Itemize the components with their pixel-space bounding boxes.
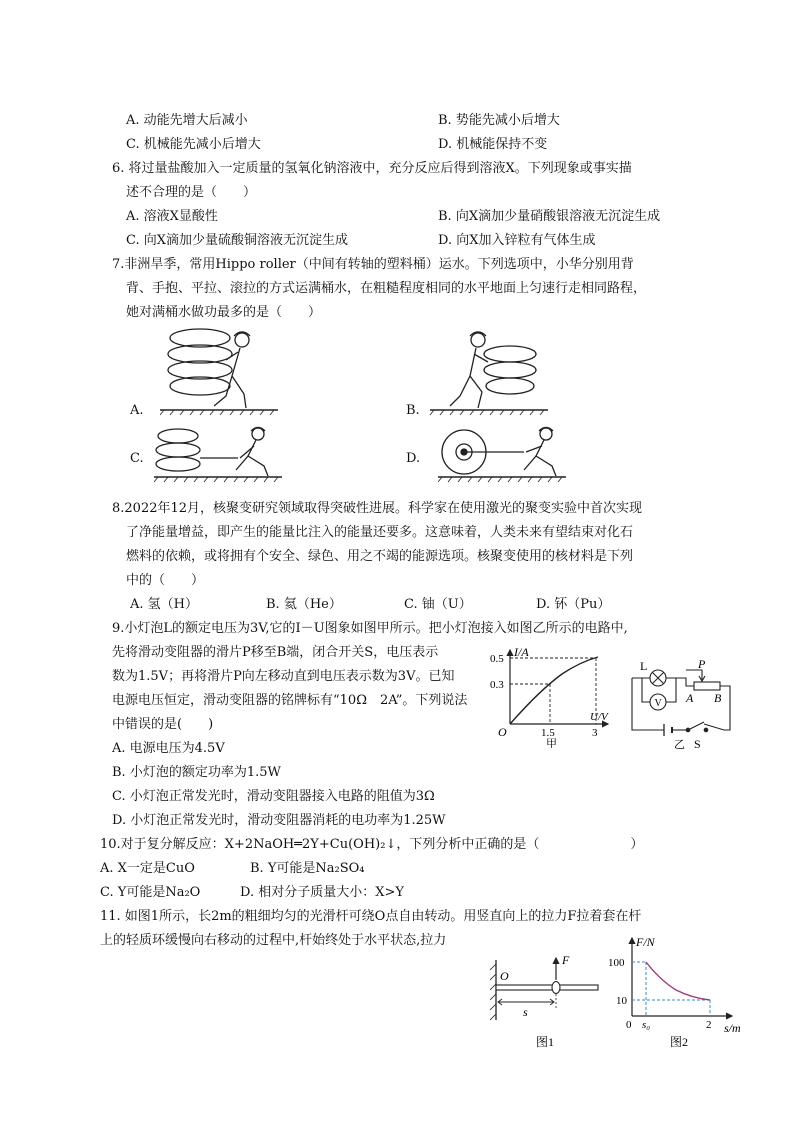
q7-stem-line3: 她对满桶水做功最多的是（ ） [126, 305, 322, 320]
q9-stem-line1: 9.小灯泡L的额定电压为3V,它的I－U图象如图甲所示。把小灯泡接入如图乙所示的电路中, [112, 621, 628, 636]
circuit-label-s: S [694, 737, 701, 750]
q8-option-a: A. 氢（H） [130, 597, 198, 612]
q9-stem-line5: 中错误的是( ) [112, 717, 214, 732]
q8-option-b: B. 氦（He） [266, 597, 342, 612]
q11-figure2-f-s-graph [604, 932, 754, 1052]
q10-option-a: A. X一定是CuO [100, 861, 195, 876]
q6-option-d: D. 向X加入锌粒有气体生成 [438, 233, 596, 248]
fig2-ytick-10: 10 [616, 995, 627, 1007]
q6-stem-line1: 6. 将过量盐酸加入一定质量的氢氧化钠溶液中，充分反应后得到溶液X。下列现象或事实描 [112, 161, 632, 176]
q9-stem-line4: 电源电压恒定，滑动变阻器的铭牌标有“10Ω 2A”。下列说法 [112, 693, 468, 708]
graph-ytick-0-3: 0.3 [490, 679, 504, 691]
f-s-curve [646, 962, 710, 1000]
q7-option-c-label: C. [130, 451, 144, 466]
q9-circuit-diagram [624, 656, 736, 750]
q6-option-c: C. 向X滴加少量硫酸铜溶液无沉淀生成 [126, 233, 349, 248]
q5-option-b: B. 势能先减小后增大 [438, 113, 560, 128]
lever-ring [552, 982, 560, 994]
q5-option-c: C. 机械能先减小后增大 [126, 137, 261, 152]
graph-xlabel: U/V [590, 711, 608, 723]
q11-stem-line2: 上的轻质环缓慢向右移动的过程中,杆始终处于水平状态,拉力 [100, 933, 447, 948]
fig2-xtick-2: 2 [706, 1019, 712, 1031]
fig1-label-f: F [562, 953, 570, 967]
q7-stem-line1: 7.非洲旱季，常用Hippo roller（中间有转轴的塑料桶）运水。下列选项中，小华分别用背 [112, 257, 634, 272]
q8-option-c: C. 铀（U） [404, 597, 472, 612]
q7-figure-b-arm-carry [430, 326, 550, 416]
q10-option-c: C. Y可能是Na₂O [100, 885, 201, 900]
q9-stem-line2: 先将滑动变阻器的滑片P移至B端，闭合开关S，电压表示 [112, 645, 439, 660]
q9-option-c: C. 小灯泡正常发光时，滑动变阻器接入电路的阻值为3Ω [112, 789, 435, 804]
fig1-label-o: O [500, 969, 509, 983]
q6-option-a: A. 溶液X显酸性 [126, 209, 218, 224]
circuit-label-a: A [686, 691, 694, 705]
q9-iu-graph [490, 644, 610, 748]
q8-stem-line4: 中的（ ） [126, 573, 205, 588]
q7-option-a-label: A. [130, 403, 144, 418]
circuit-caption: 乙 [674, 739, 685, 750]
fig2-ylabel: F/N [636, 935, 655, 949]
graph-ytick-0-5: 0.5 [490, 653, 504, 665]
q6-option-b: B. 向X滴加少量硝酸银溶液无沉淀生成 [438, 209, 661, 224]
iu-curve [510, 657, 598, 724]
fig2-caption: 图2 [670, 1035, 689, 1049]
fig2-xtick-s0: s₀ [642, 1019, 651, 1031]
circuit-label-v: V [654, 698, 662, 709]
graph-caption: 甲 [546, 738, 557, 748]
lever-rod [496, 985, 598, 990]
q7-figure-c-flat-drag [154, 422, 284, 486]
fig2-xlabel: s/m [724, 1021, 741, 1035]
q8-stem-line2: 了净能量增益，即产生的能量比注入的能量还要多。这意味着，人类未来有望结束对化石 [126, 525, 634, 540]
q8-option-d: D. 钚（Pu） [536, 597, 611, 612]
circuit-label-p: P [698, 657, 706, 671]
q5-option-d: D. 机械能保持不变 [438, 137, 548, 152]
q6-stem-line2: 述不合理的是（ ） [126, 185, 257, 200]
graph-ylabel: I/A [514, 645, 529, 659]
fig1-label-s: s [523, 1005, 528, 1019]
q7-option-b-label: B. [406, 403, 420, 418]
graph-origin: O [498, 725, 507, 739]
graph-xtick-3: 3 [592, 727, 598, 739]
q9-option-b: B. 小灯泡的额定功率为1.5W [112, 765, 281, 780]
q7-stem-line2: 背、手抱、平拉、滚拉的方式运满桶水，在粗糙程度相同的水平地面上匀速行走相同路程， [126, 281, 647, 296]
q9-stem-line3: 数为1.5V；再将滑片P向左移动直到电压表示数为3V。已知 [112, 669, 455, 684]
q9-option-a: A. 电源电压为4.5V [112, 741, 225, 756]
q7-figure-d-roll-drag [438, 422, 568, 486]
q8-stem-line3: 燃料的依赖，或将拥有个安全、绿色、用之不竭的能源选项。核聚变使用的核材料是下列 [126, 549, 634, 564]
q11-stem-line1: 11. 如图1所示，长2m的粗细均匀的光滑杆可绕O点自由转动。用竖直向上的拉力F拉着套在杆 [100, 909, 642, 924]
graph-xtick-1-5: 1.5 [541, 727, 555, 739]
q8-stem-line1: 8.2022年12月，核聚变研究领域取得突破性进展。科学家在使用激光的聚变实验中首次实现 [112, 501, 643, 516]
q7-figure-a-back-carry [160, 326, 280, 416]
circuit-label-l: L [640, 659, 648, 673]
fig1-caption: 图1 [536, 1035, 555, 1049]
circuit-label-b: B [714, 691, 722, 705]
q9-option-d: D. 小灯泡正常发光时，滑动变阻器消耗的电功率为1.25W [112, 813, 446, 828]
fig2-ytick-100: 100 [608, 957, 625, 969]
q5-option-a: A. 动能先增大后减小 [126, 113, 248, 128]
fig2-xtick-0: 0 [626, 1019, 632, 1031]
q10-option-b: B. Y可能是Na₂SO₄ [250, 861, 365, 876]
q7-option-d-label: D. [406, 451, 421, 466]
q10-option-d: D. 相对分子质量大小：X>Y [240, 885, 404, 900]
q11-figure1-lever [490, 950, 602, 1050]
q10-stem: 10.对于复分解反应：X+2NaOH═2Y+Cu(OH)₂↓，下列分析中正确的是（ ） [100, 837, 644, 852]
